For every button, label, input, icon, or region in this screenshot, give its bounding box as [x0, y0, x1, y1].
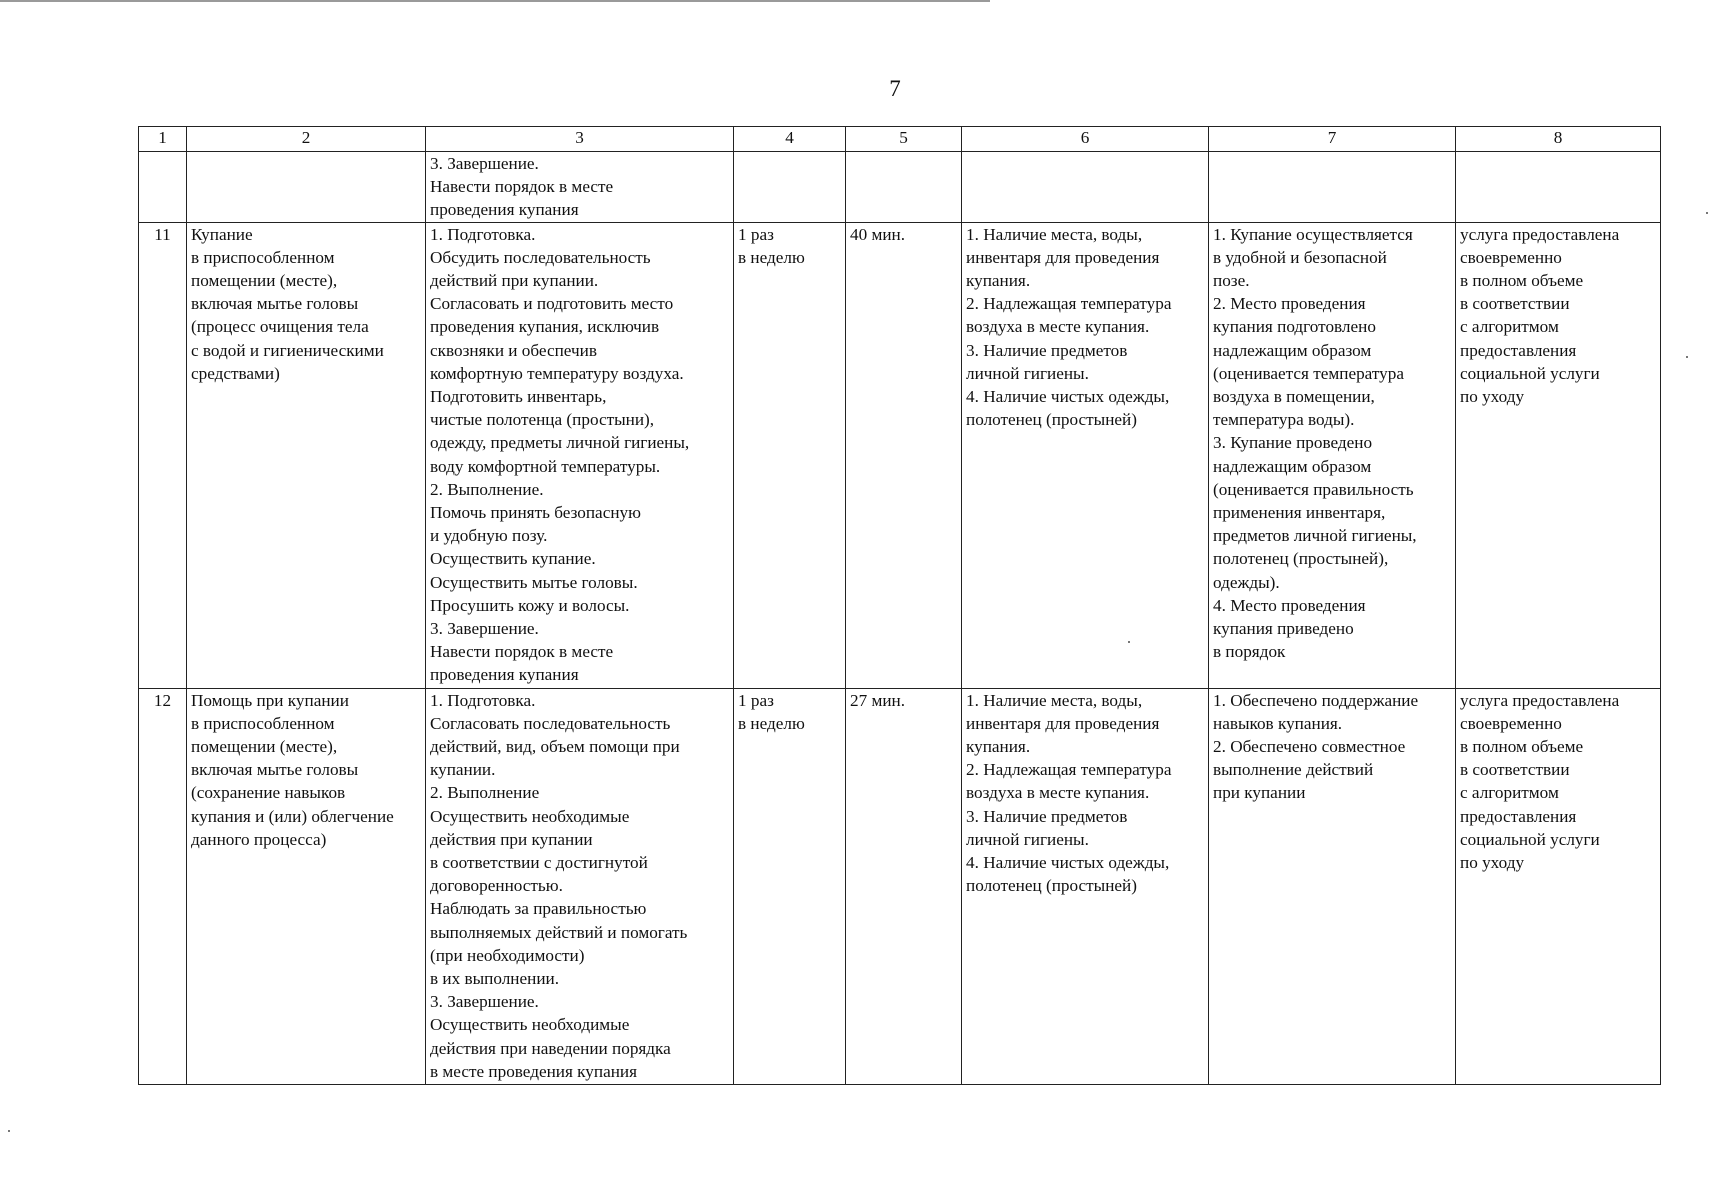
table-header-row	[139, 127, 1661, 152]
service-frequency	[734, 152, 846, 223]
service-results: 1. Купание осуществляется в удобной и безопасной позе. 2. Место проведения купания подготовлено надлежащим образом (оценивается температура воздуха в помещении, температура воды). 3. Купание проведено надлежащим образом (оценивается правильность применения инвентаря, предметов личной гигиены, полотенец (простыней), одежды). 4. Место проведения купания приведено в порядок	[1209, 222, 1456, 688]
service-duration: 40 мин.	[846, 222, 962, 688]
service-results	[1209, 152, 1456, 223]
service-name: Помощь при купании в приспособленном помещении (месте), включая мытье головы (сохранение навыков купания и (или) облегчение данного процесса)	[187, 688, 426, 1084]
row-number: 11	[139, 222, 187, 688]
service-evaluation: услуга предоставлена своевременно в полном объеме в соответствии с алгоритмом предоставления социальной услуги по уходу	[1456, 688, 1661, 1084]
page-number: 7	[889, 76, 901, 101]
service-name: Купание в приспособленном помещении (месте), включая мытье головы (процесс очищения тела с водой и гигиеническими средствами)	[187, 222, 426, 688]
column-header: 8	[1456, 127, 1661, 152]
service-procedure: 3. Завершение. Навести порядок в месте проведения купания	[426, 152, 734, 223]
column-header: 2	[187, 127, 426, 152]
column-header: 5	[846, 127, 962, 152]
service-conditions	[962, 152, 1209, 223]
service-duration: 27 мин.	[846, 688, 962, 1084]
scan-speck	[1128, 641, 1130, 643]
table-row	[139, 222, 1661, 688]
scan-speck	[8, 1130, 10, 1132]
scan-top-rule	[0, 0, 990, 2]
services-table	[138, 126, 1661, 1085]
service-conditions: 1. Наличие места, воды, инвентаря для проведения купания. 2. Надлежащая температура воздуха в месте купания. 3. Наличие предметов личной гигиены. 4. Наличие чистых одежды, полотенец (простыней)	[962, 222, 1209, 688]
scan-speck	[1706, 212, 1708, 214]
column-header: 7	[1209, 127, 1456, 152]
table-row	[139, 152, 1661, 223]
service-evaluation	[1456, 152, 1661, 223]
service-evaluation: услуга предоставлена своевременно в полном объеме в соответствии с алгоритмом предоставления социальной услуги по уходу	[1456, 222, 1661, 688]
service-frequency: 1 раз в неделю	[734, 688, 846, 1084]
row-number: 12	[139, 688, 187, 1084]
service-procedure: 1. Подготовка. Согласовать последовательность действий, вид, объем помощи при купании. 2. Выполнение Осуществить необходимые действия при купании в соответствии с достигнутой договоренностью. Наблюдать за правильностью выполняемых действий и помогать (при необходимости) в их выполнении. 3. Завершение. Осуществить необходимые действия при наведении порядка в месте проведения купания	[426, 688, 734, 1084]
service-frequency: 1 раз в неделю	[734, 222, 846, 688]
column-header: 6	[962, 127, 1209, 152]
scan-speck	[1686, 356, 1688, 358]
service-results: 1. Обеспечено поддержание навыков купания. 2. Обеспечено совместное выполнение действий при купании	[1209, 688, 1456, 1084]
row-number	[139, 152, 187, 223]
column-header: 1	[139, 127, 187, 152]
column-header: 3	[426, 127, 734, 152]
service-conditions: 1. Наличие места, воды, инвентаря для проведения купания. 2. Надлежащая температура воздуха в месте купания. 3. Наличие предметов личной гигиены. 4. Наличие чистых одежды, полотенец (простыней)	[962, 688, 1209, 1084]
column-header: 4	[734, 127, 846, 152]
service-duration	[846, 152, 962, 223]
service-procedure: 1. Подготовка. Обсудить последовательность действий при купании. Согласовать и подготовить место проведения купания, исключив сквозняки и обеспечив комфортную температуру воздуха. Подготовить инвентарь, чистые полотенца (простыни), одежду, предметы личной гигиены, воду комфортной температуры. 2. Выполнение. Помочь принять безопасную и удобную позу. Осуществить купание. Осуществить мытье головы. Просушить кожу и волосы. 3. Завершение. Навести порядок в месте проведения купания	[426, 222, 734, 688]
service-name	[187, 152, 426, 223]
table-row	[139, 688, 1661, 1084]
